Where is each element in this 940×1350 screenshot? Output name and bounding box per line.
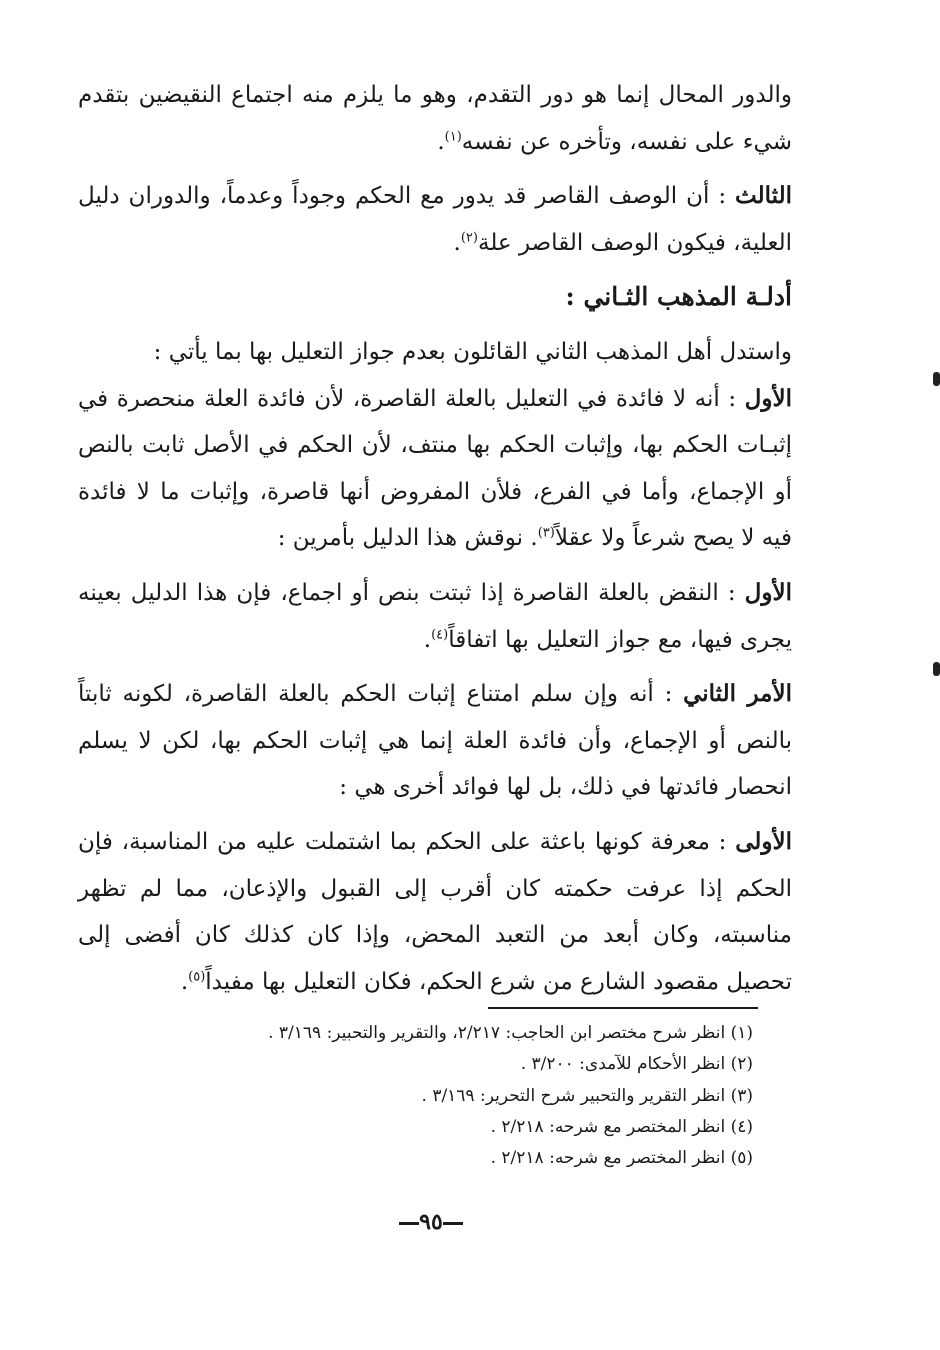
paragraph-6-lead: الأمر الثاني [683,680,792,708]
paragraph-3-text: واستدل أهل المذهب الثاني القائلون بعدم جواز التعليل بها بما يأتي : [153,338,792,365]
paragraph-1: والدور المحال إنما هو دور التقدم، وهو ما يلزم منه اجتماع النقيضين بتقدم شيء على نفسه، وتأخره عن نفسه$^{(١)}$. [78,82,792,155]
footnote-1: (١) انظر شرح مختصر ابن الحاجب: ٢/٢١٧، والتقرير والتحبير: ٣/١٦٩ . [268,1023,753,1043]
paragraph-2-lead: الثالث [735,182,792,210]
page-number [386,1207,476,1237]
paragraph-3 [78,329,792,376]
paragraph-4-lead: الأول [744,384,792,412]
footnote-divider [488,1007,758,1009]
footnote-3: (٣) انظر التقرير والتحبير شرح التحرير: ٣/١٦٩ . [421,1085,753,1106]
paragraph-2: الثالث : أن الوصف القاصر قد يدور مع الحكم وجوداً وعدماً، والدوران دليل العلية، فيكون الوصف القاصر علة$^{(٢)}$. [78,182,792,256]
footnote-ref-5: (٥) [188,969,206,985]
scan-edge-mark [933,662,940,676]
footnote-ref-2: (٢) [460,230,478,246]
section-heading: أدلـة المذهب الثـاني : [565,282,792,312]
paragraph-1-text: والدور المحال إنما هو دور التقدم، وهو ما يلزم منه اجتماع النقيضين بتقدم شيء على نفسه، وتأخره عن نفسه [78,82,792,155]
page-number-dash-right [443,1222,463,1225]
paragraph-5-lead: الأول [744,578,792,606]
footnote-5: (٥) انظر المختصر مع شرحه: ٢/٢١٨ . [490,1148,753,1169]
paragraph-7-lead: الأولى [735,827,793,855]
paragraph-4 [78,376,792,562]
paragraph-2-text: : أن الوصف القاصر قد يدور مع الحكم وجوداً وعدماً، والدوران دليل العلية، فيكون الوصف القاصر علة [78,183,792,256]
paragraph-5-text: : النقض بالعلة القاصرة إذا ثبتت بنص أو اجماع، فإن هذا الدليل بعينه يجرى فيها، مع جواز التعليل بها اتفاقاً [78,579,792,653]
paragraph-7-text: : معرفة كونها باعثة على الحكم بما اشتملت عليه من المناسبة، فإن الحكم إذا عرفت حكمته كان أقرب إلى القبول والإذعان، مما لم تظهر مناسبته، وكان أبعد من التعبد المحض، وإذا كان كذلك كان أفضى إلى تحصيل مقصود الشارع من شرع الحكم، فكان التعليل بها مفيداً [78,828,792,995]
paragraph-7: الأولى : معرفة كونها باعثة على الحكم بما اشتملت عليه من المناسبة، فإن الحكم إذا عرفت حكمته كان أقرب إلى القبول والإذعان، مما لم تظهر مناسبته، وكان أبعد من التعبد المحض، وإذا كان كذلك كان أفضى إلى تحصيل مقصود الشارع من شرع الحكم، فكان التعليل بها مفيداً$^{(٥)}$. [78,827,793,995]
footnote-ref-1: (١) [444,128,462,144]
main-text [78,72,792,1005]
paragraph-4-tail: . نوقش هذا الدليل بأمرين : [277,525,538,552]
footnote-2: (٢) انظر الأحكام للآمدى: ٣/٢٠٠ . [520,1054,753,1075]
paragraph-5: الأول : النقض بالعلة القاصرة إذا ثبتت بنص أو اجماع، فإن هذا الدليل بعينه يجرى فيها، مع جواز التعليل بها اتفاقاً$^{(٤)}$. [78,578,792,653]
scan-edge-mark [933,372,940,386]
footnote-ref-4: (٤) [431,626,449,642]
footnote-4: (٤) انظر المختصر مع شرحه: ٢/٢١٨ . [490,1116,753,1137]
page-number-dash-left [399,1222,419,1225]
paragraph-4-text: : أنه لا فائدة في التعليل بالعلة القاصرة، لأن فائدة العلة منحصرة في إثبـات الحكم بها، وإثبات الحكم بها منتف، لأن الحكم في الأصل ثابت بالنص أو الإجماع، وأما في الفرع، فلأن المفروض أنها قاصرة، وإثبات ما لا فائدة فيه لا يصح شرعاً ولا عقلاً [78,385,792,552]
footnote-ref-3: (٣) [537,525,555,541]
paragraph-6-text: : أنه وإن سلم امتناع إثبات الحكم بالعلة القاصرة، لكونه ثابتاً بالنص أو الإجماع، وأن فائدة العلة إنما هي إثبات الحكم بها، لكن لا يسلم انحصار فائدتها في ذلك، بل لها فوائد أخرى هي : [78,681,792,801]
paragraph-6 [78,671,792,811]
footnotes [193,1018,753,1174]
page-number-text: ٩٥ [419,1209,443,1235]
